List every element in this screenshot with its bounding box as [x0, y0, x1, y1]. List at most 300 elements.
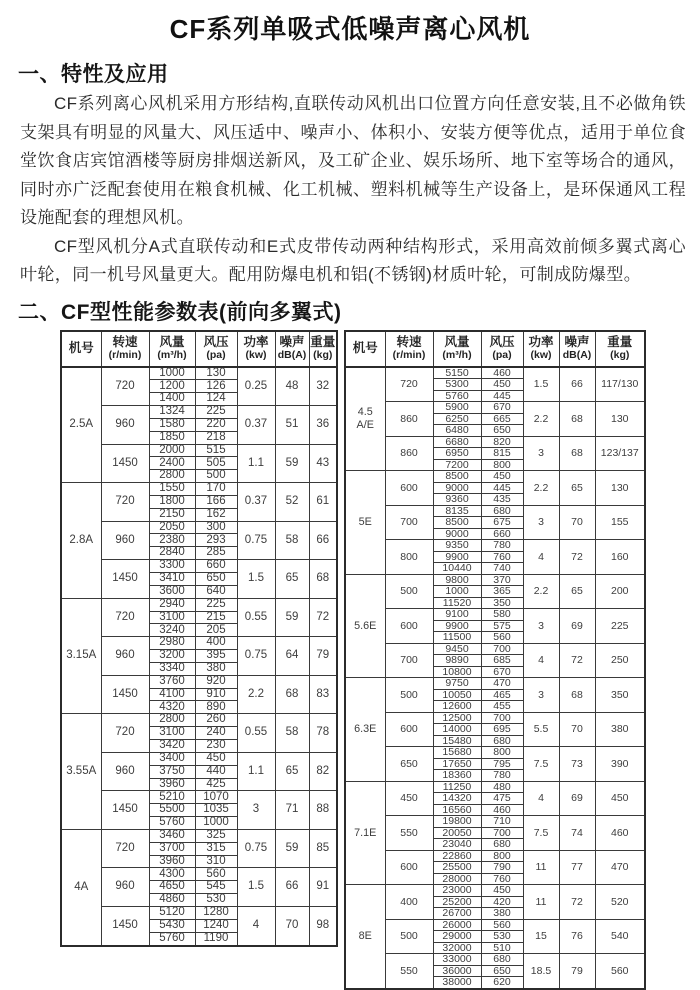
model-cell: 5.6E [345, 574, 385, 678]
pressure-cell: 480 [481, 781, 523, 793]
noise-cell: 70 [559, 712, 595, 747]
performance-table-right [344, 330, 646, 990]
flow-cell: 2150 [149, 508, 195, 521]
power-cell: 18.5 [523, 954, 559, 989]
pressure-cell: 800 [481, 747, 523, 759]
weight-cell: 91 [309, 868, 337, 907]
table-row [345, 678, 645, 690]
pressure-cell: 450 [195, 752, 237, 765]
noise-cell: 72 [559, 643, 595, 678]
table-row [61, 367, 337, 380]
flow-cell: 3760 [149, 675, 195, 688]
power-cell: 1.1 [237, 444, 275, 483]
power-cell: 2.2 [523, 471, 559, 506]
pressure-cell: 465 [481, 689, 523, 701]
flow-cell: 20050 [433, 827, 481, 839]
pressure-cell: 910 [195, 688, 237, 701]
power-cell: 0.55 [237, 598, 275, 637]
weight-cell: 250 [595, 643, 645, 678]
flow-cell: 9800 [433, 574, 481, 586]
flow-cell: 10050 [433, 689, 481, 701]
weight-cell: 200 [595, 574, 645, 609]
pressure-cell: 460 [481, 367, 523, 379]
flow-cell: 26700 [433, 908, 481, 920]
pressure-cell: 670 [481, 402, 523, 414]
col-header-speed [101, 331, 149, 367]
speed-cell: 600 [385, 850, 433, 885]
flow-cell: 5120 [149, 906, 195, 919]
section1-paragraph-1: CF系列离心风机采用方形结构,直联传动风机出口位置方向任意安装,且不必做角铁支架具有明显的风量大、风压适中、噪声小、体积小、安装方便等优点，适用于单位食堂饮食店宾馆酒楼等厨房排烟送新风，及工矿企业、娱乐场所、地下室等场合的通风，同时亦广泛配套使用在粮食机械、化工机械、塑料机械等生产设备上，是环保通风工程设施配套的理想风机。 [20, 94, 686, 227]
weight-cell: 43 [309, 444, 337, 483]
weight-cell: 78 [309, 714, 337, 753]
table-row [61, 868, 337, 881]
noise-cell: 58 [275, 714, 309, 753]
col-header-weight-label: 重量 [310, 334, 336, 349]
col-header-flow-label: 风量 [159, 334, 185, 349]
pressure-cell: 660 [195, 560, 237, 573]
pressure-cell: 800 [481, 850, 523, 862]
col-header-power-label: 功率 [528, 334, 554, 349]
flow-cell: 5300 [433, 379, 481, 391]
col-header-weight [309, 331, 337, 367]
noise-cell: 70 [275, 906, 309, 945]
weight-cell: 470 [595, 850, 645, 885]
flow-cell: 1580 [149, 418, 195, 431]
noise-cell: 79 [559, 954, 595, 989]
noise-cell: 52 [275, 483, 309, 522]
col-header-speed-label: 转速 [396, 334, 422, 349]
pressure-cell: 370 [481, 574, 523, 586]
noise-cell: 68 [559, 402, 595, 437]
pressure-cell: 680 [481, 505, 523, 517]
weight-cell: 32 [309, 367, 337, 406]
pressure-cell: 665 [481, 413, 523, 425]
power-cell: 4 [523, 643, 559, 678]
noise-cell: 71 [275, 791, 309, 830]
pressure-cell: 505 [195, 457, 237, 470]
power-cell: 2.2 [523, 574, 559, 609]
col-header-weight [595, 331, 645, 367]
flow-cell: 23040 [433, 839, 481, 851]
speed-cell: 720 [101, 483, 149, 522]
pressure-cell: 460 [481, 804, 523, 816]
col-header-weight-unit: (kg) [610, 348, 630, 361]
pressure-cell: 530 [481, 931, 523, 943]
pressure-cell: 285 [195, 547, 237, 560]
pressure-cell: 365 [481, 586, 523, 598]
flow-cell: 9000 [433, 482, 481, 494]
speed-cell: 650 [385, 747, 433, 782]
flow-cell: 5760 [149, 932, 195, 945]
weight-cell: 380 [595, 712, 645, 747]
flow-cell: 9890 [433, 655, 481, 667]
speed-cell: 720 [101, 367, 149, 406]
pressure-cell: 124 [195, 393, 237, 406]
noise-cell: 58 [275, 521, 309, 560]
flow-cell: 3460 [149, 829, 195, 842]
flow-cell: 5500 [149, 804, 195, 817]
weight-cell: 123/137 [595, 436, 645, 471]
flow-cell: 16560 [433, 804, 481, 816]
power-cell: 3 [523, 609, 559, 644]
flow-cell: 25500 [433, 862, 481, 874]
flow-cell: 14320 [433, 793, 481, 805]
pressure-cell: 1280 [195, 906, 237, 919]
model-cell: 4A [61, 829, 101, 945]
pressure-cell: 650 [481, 965, 523, 977]
table-row [345, 367, 645, 379]
flow-cell: 12600 [433, 701, 481, 713]
pressure-cell: 126 [195, 380, 237, 393]
table-row [61, 675, 337, 688]
pressure-cell: 1070 [195, 791, 237, 804]
weight-cell: 82 [309, 752, 337, 791]
flow-cell: 3340 [149, 662, 195, 675]
flow-cell: 25200 [433, 896, 481, 908]
noise-cell: 68 [559, 678, 595, 713]
weight-cell: 130 [595, 471, 645, 506]
col-header-flow-unit: (m³/h) [157, 348, 187, 361]
speed-cell: 600 [385, 712, 433, 747]
power-cell: 3 [523, 505, 559, 540]
speed-cell: 1450 [101, 906, 149, 945]
speed-cell: 720 [385, 367, 433, 402]
noise-cell: 73 [559, 747, 595, 782]
pressure-cell: 310 [195, 855, 237, 868]
flow-cell: 3600 [149, 585, 195, 598]
flow-cell: 17650 [433, 758, 481, 770]
noise-cell: 65 [559, 574, 595, 609]
pressure-cell: 780 [481, 540, 523, 552]
pressure-cell: 545 [195, 881, 237, 894]
weight-cell: 117/130 [595, 367, 645, 402]
pressure-cell: 500 [195, 470, 237, 483]
noise-cell: 68 [275, 675, 309, 714]
flow-cell: 6480 [433, 425, 481, 437]
speed-cell: 700 [385, 643, 433, 678]
section1-heading: 一、特性及应用 [18, 63, 169, 86]
weight-cell: 98 [309, 906, 337, 945]
col-header-model [61, 331, 101, 367]
flow-cell: 3400 [149, 752, 195, 765]
weight-cell: 155 [595, 505, 645, 540]
col-header-noise-unit: dB(A) [562, 348, 592, 361]
model-cell: 5E [345, 471, 385, 575]
noise-cell: 72 [559, 540, 595, 575]
flow-cell: 33000 [433, 954, 481, 966]
weight-cell: 83 [309, 675, 337, 714]
pressure-cell: 1240 [195, 919, 237, 932]
noise-cell: 72 [559, 885, 595, 920]
page-title: CF系列单吸式低噪声离心风机 [169, 14, 531, 44]
flow-cell: 5900 [433, 402, 481, 414]
flow-cell: 11250 [433, 781, 481, 793]
power-cell: 4 [523, 781, 559, 816]
speed-cell: 860 [385, 436, 433, 471]
pressure-cell: 315 [195, 842, 237, 855]
pressure-cell: 575 [481, 620, 523, 632]
col-header-noise-label: 噪声 [279, 334, 305, 349]
pressure-cell: 1190 [195, 932, 237, 945]
pressure-cell: 790 [481, 862, 523, 874]
pressure-cell: 660 [481, 528, 523, 540]
speed-cell: 960 [101, 406, 149, 445]
flow-cell: 3700 [149, 842, 195, 855]
flow-cell: 9100 [433, 609, 481, 621]
table-row [61, 406, 337, 419]
weight-cell: 130 [595, 402, 645, 437]
flow-cell: 19800 [433, 816, 481, 828]
speed-cell: 960 [101, 521, 149, 560]
table-row [61, 483, 337, 496]
noise-cell: 66 [275, 868, 309, 907]
flow-cell: 28000 [433, 873, 481, 885]
section1-paragraph-2: CF型风机分A式直联传动和E式皮带传动两种结构形式，采用高效前倾多翼式离心叶轮，同一机号风量更大。配用防爆电机和铝(不锈钢)材质叶轮，可制成防爆型。 [20, 236, 686, 284]
power-cell: 0.75 [237, 637, 275, 676]
flow-cell: 11520 [433, 597, 481, 609]
noise-cell: 59 [275, 444, 309, 483]
pressure-cell: 400 [195, 637, 237, 650]
flow-cell: 12500 [433, 712, 481, 724]
pressure-cell: 225 [195, 598, 237, 611]
speed-cell: 1450 [101, 444, 149, 483]
speed-cell: 600 [385, 471, 433, 506]
flow-cell: 2380 [149, 534, 195, 547]
pressure-cell: 560 [481, 632, 523, 644]
pressure-cell: 300 [195, 521, 237, 534]
speed-cell: 1450 [101, 560, 149, 599]
flow-cell: 10800 [433, 666, 481, 678]
pressure-cell: 760 [481, 551, 523, 563]
flow-cell: 2800 [149, 714, 195, 727]
table-row [61, 637, 337, 650]
pressure-cell: 560 [481, 919, 523, 931]
pressure-cell: 395 [195, 650, 237, 663]
pressure-cell: 695 [481, 724, 523, 736]
power-cell: 15 [523, 919, 559, 954]
table-row [345, 471, 645, 483]
section2-heading: 二、CF型性能参数表(前向多翼式) [18, 300, 342, 324]
speed-cell: 1450 [101, 675, 149, 714]
pressure-cell: 435 [481, 494, 523, 506]
weight-cell: 390 [595, 747, 645, 782]
table-row [345, 540, 645, 552]
power-cell: 3 [523, 436, 559, 471]
flow-cell: 15480 [433, 735, 481, 747]
power-cell: 11 [523, 885, 559, 920]
table-row [345, 505, 645, 517]
col-header-pressure-unit: (pa) [492, 348, 512, 361]
speed-cell: 720 [101, 829, 149, 868]
pressure-cell: 1000 [195, 817, 237, 830]
flow-cell: 1000 [149, 367, 195, 380]
weight-cell: 350 [595, 678, 645, 713]
pressure-cell: 162 [195, 508, 237, 521]
flow-cell: 1200 [149, 380, 195, 393]
header-row [61, 331, 337, 367]
weight-cell: 450 [595, 781, 645, 816]
weight-cell: 36 [309, 406, 337, 445]
weight-cell: 66 [309, 521, 337, 560]
power-cell: 7.5 [523, 816, 559, 851]
pressure-cell: 680 [481, 735, 523, 747]
pressure-cell: 450 [481, 379, 523, 391]
noise-cell: 48 [275, 367, 309, 406]
flow-cell: 1400 [149, 393, 195, 406]
flow-cell: 9750 [433, 678, 481, 690]
pressure-cell: 470 [481, 678, 523, 690]
pressure-cell: 166 [195, 495, 237, 508]
pressure-cell: 620 [481, 977, 523, 989]
col-header-power-unit: (kw) [530, 348, 552, 361]
pressure-cell: 760 [481, 873, 523, 885]
speed-cell: 720 [101, 598, 149, 637]
col-header-noise-label: 噪声 [564, 334, 590, 349]
col-header-flow [433, 331, 481, 367]
col-header-speed-unit: (r/min) [392, 348, 426, 361]
pressure-cell: 130 [195, 367, 237, 380]
table-row [61, 444, 337, 457]
col-header-pressure-unit: (pa) [206, 348, 226, 361]
pressure-cell: 215 [195, 611, 237, 624]
col-header-pressure-label: 风压 [203, 334, 229, 349]
flow-cell: 9900 [433, 551, 481, 563]
flow-cell: 32000 [433, 942, 481, 954]
pressure-cell: 795 [481, 758, 523, 770]
flow-cell: 8500 [433, 471, 481, 483]
flow-cell: 2980 [149, 637, 195, 650]
pressure-cell: 675 [481, 517, 523, 529]
noise-cell: 59 [275, 829, 309, 868]
model-cell: 3.55A [61, 714, 101, 830]
power-cell: 1.1 [237, 752, 275, 791]
pressure-cell: 325 [195, 829, 237, 842]
pressure-cell: 650 [481, 425, 523, 437]
flow-cell: 6950 [433, 448, 481, 460]
flow-cell: 5760 [433, 390, 481, 402]
power-cell: 4 [523, 540, 559, 575]
flow-cell: 2400 [149, 457, 195, 470]
model-cell: 4.5 A/E [345, 367, 385, 471]
pressure-cell: 510 [481, 942, 523, 954]
table-row [345, 643, 645, 655]
col-header-weight-unit: (kg) [313, 348, 333, 361]
weight-cell: 520 [595, 885, 645, 920]
pressure-cell: 260 [195, 714, 237, 727]
table-row [345, 816, 645, 828]
flow-cell: 23000 [433, 885, 481, 897]
table-row [345, 574, 645, 586]
pressure-cell: 220 [195, 418, 237, 431]
weight-cell: 460 [595, 816, 645, 851]
power-cell: 0.55 [237, 714, 275, 753]
flow-cell: 4100 [149, 688, 195, 701]
flow-cell: 5430 [149, 919, 195, 932]
flow-cell: 36000 [433, 965, 481, 977]
noise-cell: 74 [559, 816, 595, 851]
speed-cell: 1450 [101, 791, 149, 830]
flow-cell: 2940 [149, 598, 195, 611]
pressure-cell: 680 [481, 954, 523, 966]
col-header-pressure-label: 风压 [489, 334, 515, 349]
noise-cell: 59 [275, 598, 309, 637]
pressure-cell: 685 [481, 655, 523, 667]
power-cell: 3 [523, 678, 559, 713]
flow-cell: 14000 [433, 724, 481, 736]
flow-cell: 4860 [149, 894, 195, 907]
table-row [61, 560, 337, 573]
col-header-power [237, 331, 275, 367]
table-row [345, 712, 645, 724]
table-row [345, 954, 645, 966]
power-cell: 1.5 [523, 367, 559, 402]
pressure-cell: 890 [195, 701, 237, 714]
col-header-power [523, 331, 559, 367]
weight-cell: 540 [595, 919, 645, 954]
weight-cell: 560 [595, 954, 645, 989]
pressure-cell: 640 [195, 585, 237, 598]
col-header-flow [149, 331, 195, 367]
col-header-noise [559, 331, 595, 367]
pressure-cell: 293 [195, 534, 237, 547]
power-cell: 2.2 [237, 675, 275, 714]
col-header-model [345, 331, 385, 367]
model-cell: 3.15A [61, 598, 101, 714]
power-cell: 4 [237, 906, 275, 945]
table-row [61, 752, 337, 765]
col-header-pressure [195, 331, 237, 367]
power-cell: 0.75 [237, 521, 275, 560]
power-cell: 7.5 [523, 747, 559, 782]
model-cell: 7.1E [345, 781, 385, 885]
pressure-cell: 450 [481, 885, 523, 897]
flow-cell: 9900 [433, 620, 481, 632]
header-row [345, 331, 645, 367]
col-header-flow-label: 风量 [444, 334, 470, 349]
pressure-cell: 680 [481, 839, 523, 851]
pressure-cell: 740 [481, 563, 523, 575]
model-cell: 6.3E [345, 678, 385, 782]
power-cell: 11 [523, 850, 559, 885]
flow-cell: 3200 [149, 650, 195, 663]
pressure-cell: 380 [481, 908, 523, 920]
noise-cell: 65 [559, 471, 595, 506]
flow-cell: 22860 [433, 850, 481, 862]
col-header-pressure [481, 331, 523, 367]
pressure-cell: 1035 [195, 804, 237, 817]
model-cell: 2.5A [61, 367, 101, 483]
speed-cell: 400 [385, 885, 433, 920]
pressure-cell: 780 [481, 770, 523, 782]
noise-cell: 65 [275, 752, 309, 791]
power-cell: 0.25 [237, 367, 275, 406]
model-cell: 8E [345, 885, 385, 989]
flow-cell: 3410 [149, 573, 195, 586]
flow-cell: 3420 [149, 739, 195, 752]
speed-cell: 960 [101, 868, 149, 907]
flow-cell: 18360 [433, 770, 481, 782]
flow-cell: 8135 [433, 505, 481, 517]
flow-cell: 1800 [149, 495, 195, 508]
speed-cell: 960 [101, 637, 149, 676]
flow-cell: 5760 [149, 817, 195, 830]
table-row [345, 850, 645, 862]
flow-cell: 1324 [149, 406, 195, 419]
power-cell: 0.37 [237, 483, 275, 522]
flow-cell: 3100 [149, 727, 195, 740]
flow-cell: 4650 [149, 881, 195, 894]
flow-cell: 2050 [149, 521, 195, 534]
